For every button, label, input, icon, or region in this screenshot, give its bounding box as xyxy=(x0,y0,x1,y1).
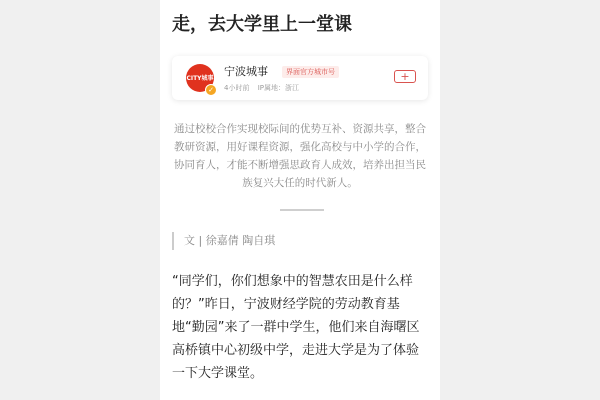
author-meta xyxy=(224,83,299,93)
avatar-label: CITY城事 xyxy=(186,74,214,82)
verified-badge-icon: ✓ xyxy=(205,84,217,96)
author-card[interactable] xyxy=(172,56,428,100)
section-divider xyxy=(280,209,324,211)
ip-location: IP属地：浙江 xyxy=(257,84,299,92)
article-byline: 文 | 徐嘉倩 陶自琪 xyxy=(172,232,275,250)
article-title: 走，去大学里上一堂课 xyxy=(172,14,352,35)
follow-button[interactable]: + xyxy=(394,70,416,83)
article-summary: 通过校校合作实现校际间的优势互补、资源共享，整合教研资源，用好课程资源，强化高校与中小学的合作，协同育人，才能不断增强思政育人成效，培养出担当民族复兴大任的时代新人。 xyxy=(174,123,426,189)
article-body: “同学们，你们想象中的智慧农田是什么样的？”昨日，宁波财经学院的劳动教育基地“勤园”来了一群中学生，他们来自海曙区高桥镇中心初级中学，走进大学是为了体验一下大学课堂。 xyxy=(172,274,420,381)
author-name[interactable]: 宁波城事 xyxy=(224,65,268,78)
publish-time: 4小时前 xyxy=(224,84,250,92)
author-tag: 界面官方城市号 xyxy=(282,66,339,78)
article-page xyxy=(160,0,440,400)
